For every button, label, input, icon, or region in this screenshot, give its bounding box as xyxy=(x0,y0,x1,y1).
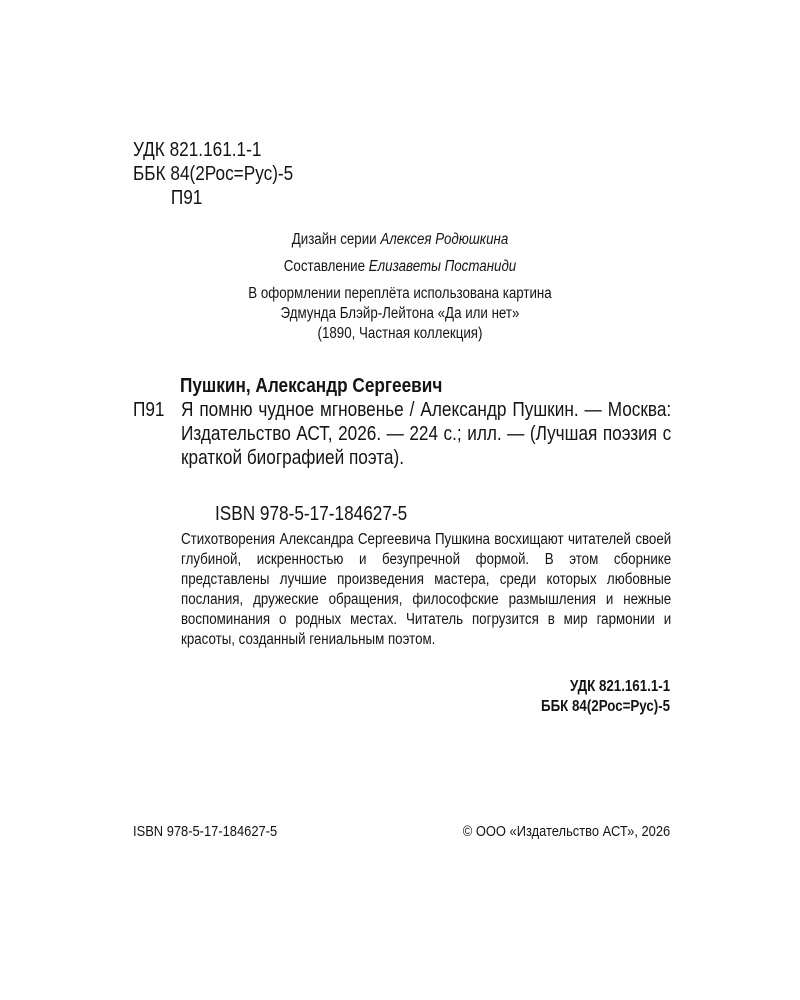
design-prefix: Дизайн серии xyxy=(291,231,377,248)
description-text: Я помню чудное мгновенье / Александр Пушкин. — Москва: Издательство АСТ, 2026. — 224 с.; илл. — (Лучшая поэзия с краткой биографией поэта). xyxy=(181,399,672,469)
compiler-name: Елизаветы Постаниди xyxy=(368,258,517,275)
compiler-prefix: Составление xyxy=(283,258,366,275)
udk-code: УДК 821.161.1-1 xyxy=(133,139,262,161)
author-mark: П91 xyxy=(170,187,203,209)
designer-name: Алексея Родюшкина xyxy=(380,231,509,248)
bbk-code: ББК 84(2Рос=Рус)-5 xyxy=(133,163,294,185)
classification-block xyxy=(133,138,319,210)
annotation-text: Стихотворения Александра Сергеевича Пушкина восхищают читателей своей глубиной, искренностью и безупречной формой. В этом сборнике представлены лучшие произведения мастера, среди которых любовные послания, дружеские обращения, философские размышления и нежные воспоминания о родных местах. Читатель погрузится в мир гармонии и красоты, созданный гениальным поэтом. xyxy=(181,531,672,648)
binding-line-1: В оформлении переплёта использована картина xyxy=(248,285,552,302)
footer-isbn: ISBN 978-5-17-184627-5 xyxy=(133,823,278,840)
bottom-udk: УДК 821.161.1-1 xyxy=(569,678,670,695)
author-heading: Пушкин, Александр Сергеевич xyxy=(180,375,443,397)
compiler-credit xyxy=(0,258,800,276)
bibliographic-marker: П91 xyxy=(133,399,165,421)
series-design-credit xyxy=(0,231,800,249)
bottom-classification xyxy=(520,677,670,717)
binding-line-3: (1890, Частная коллекция) xyxy=(317,325,483,342)
binding-credit xyxy=(0,284,800,344)
annotation xyxy=(181,530,751,650)
isbn-main: ISBN 978-5-17-184627-5 xyxy=(215,503,408,525)
bottom-bbk: ББК 84(2Рос=Рус)-5 xyxy=(540,698,670,715)
copyright: © ООО «Издательство АСТ», 2026 xyxy=(462,823,670,840)
bibliographic-description xyxy=(181,398,671,470)
binding-line-2: Эдмунда Блэйр-Лейтона «Да или нет» xyxy=(280,305,520,322)
